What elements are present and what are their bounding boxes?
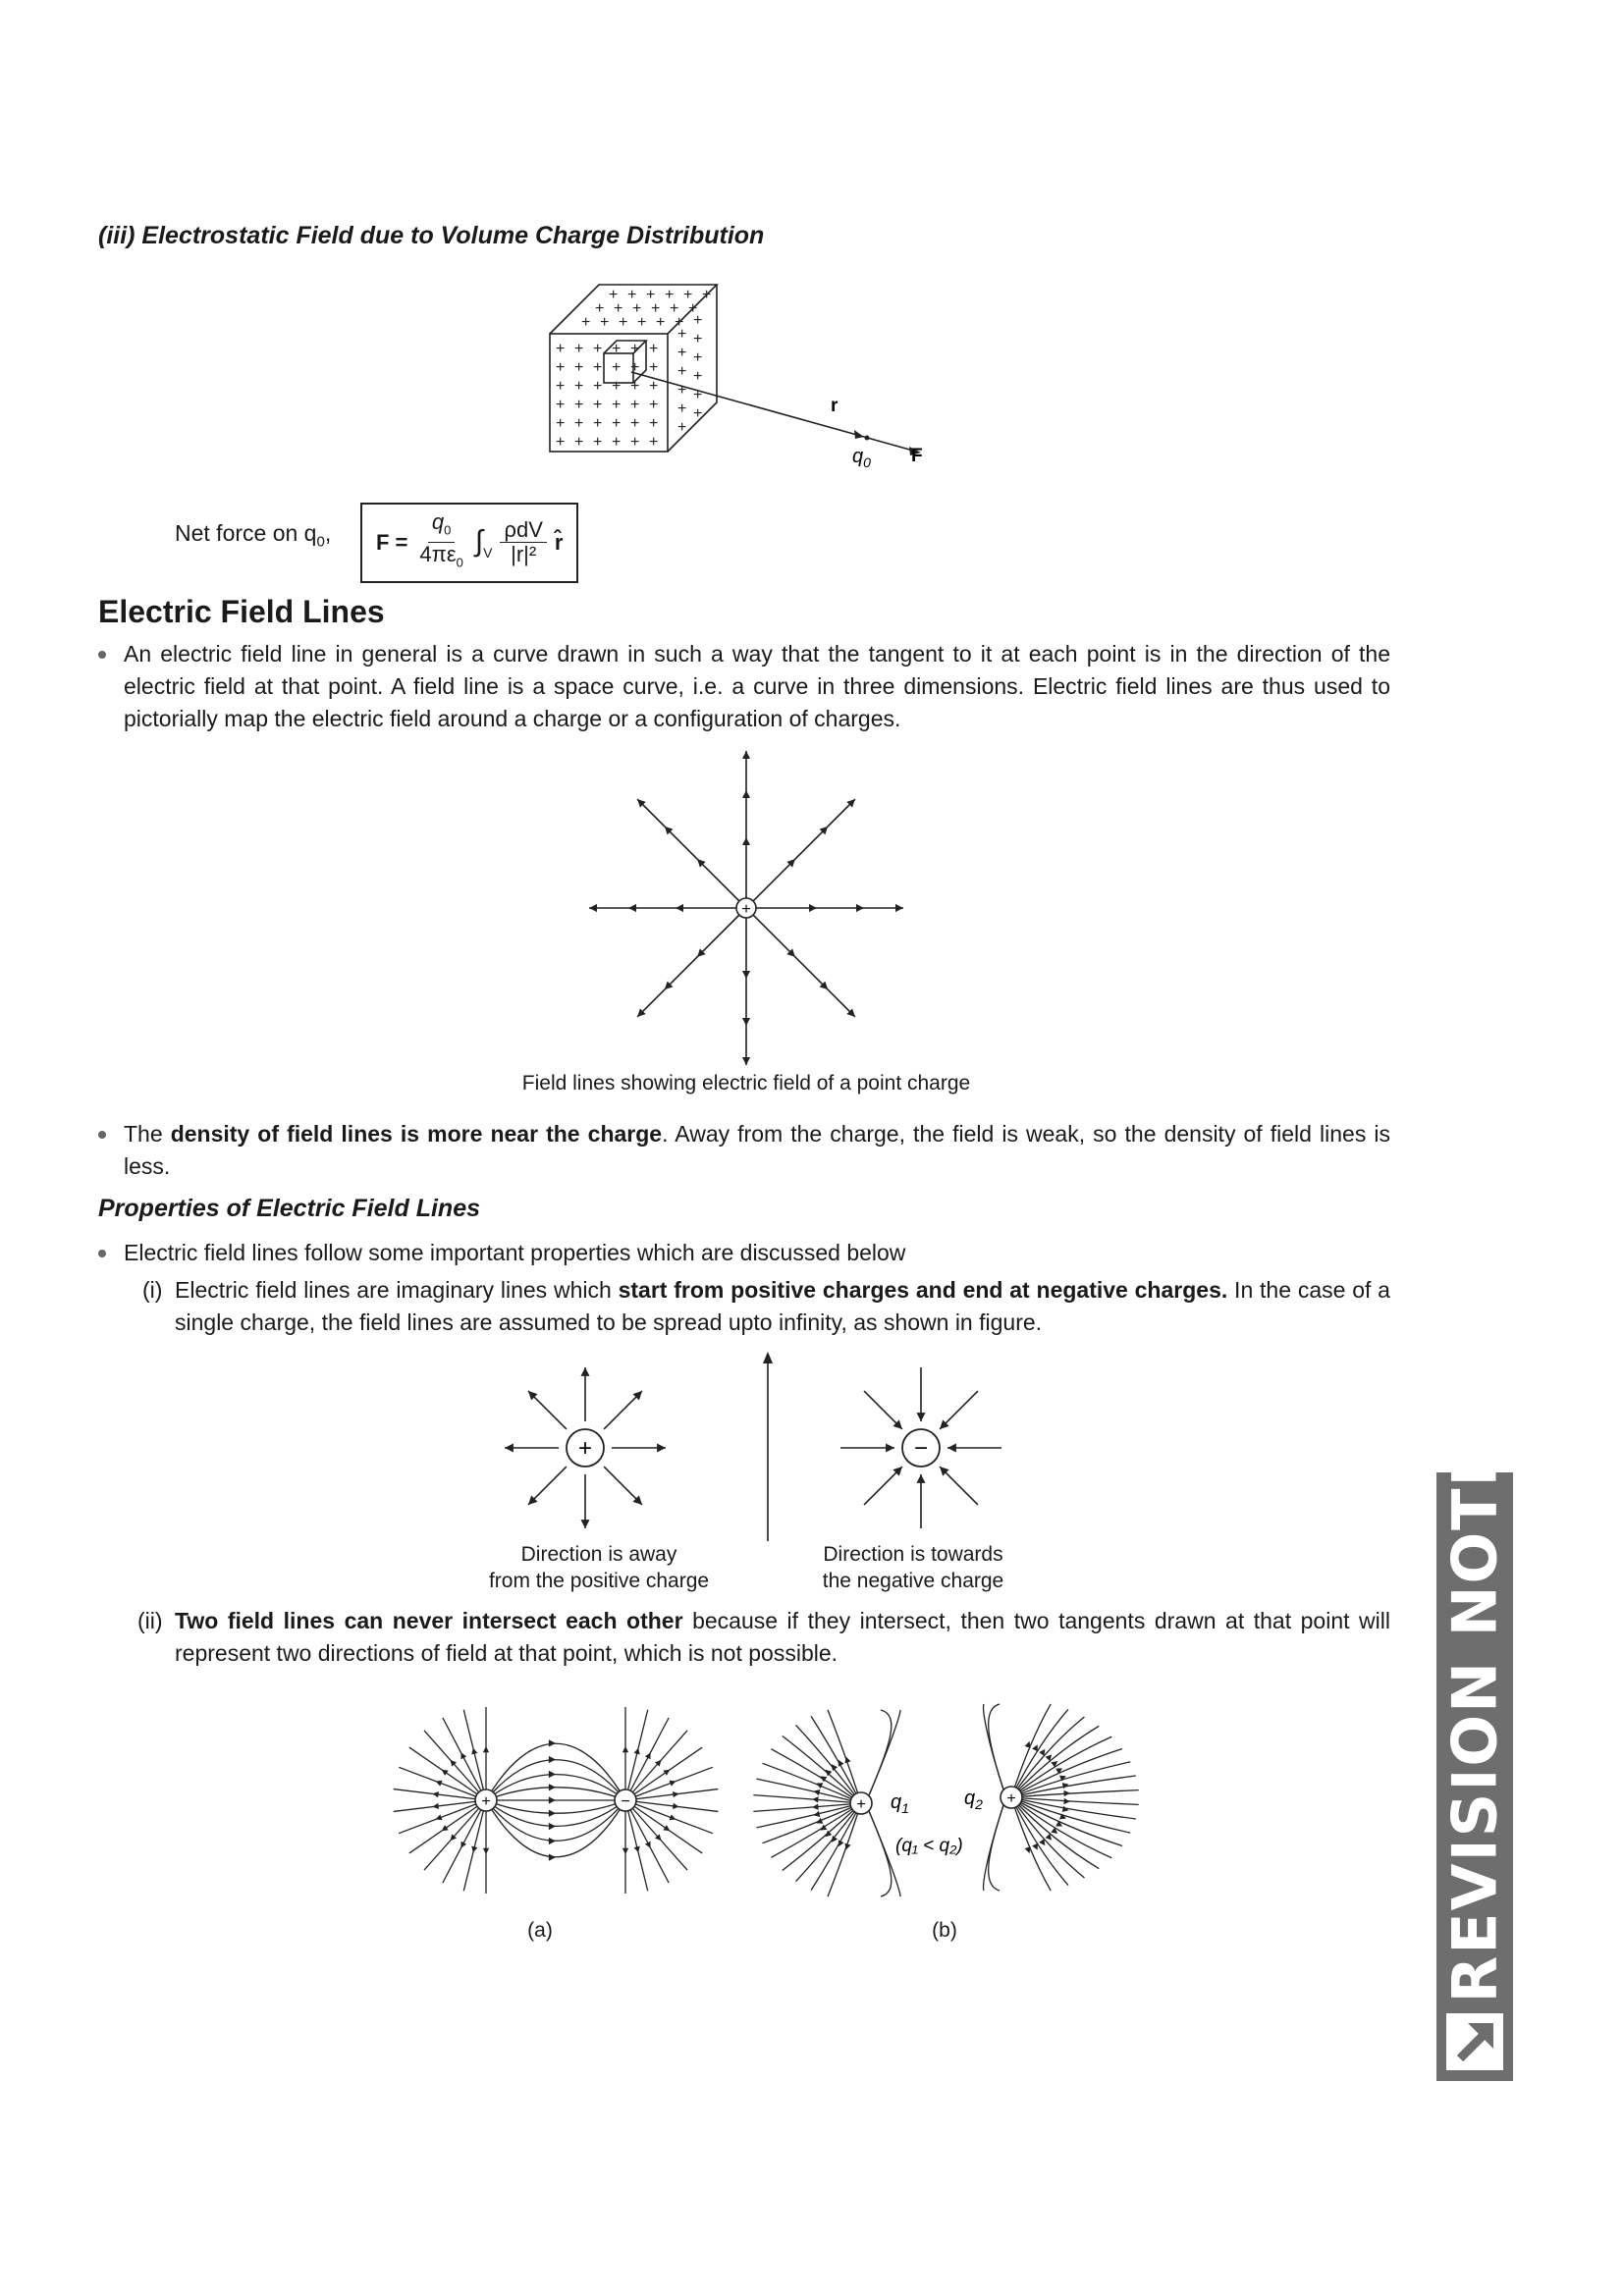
plus-charge: +	[556, 341, 566, 357]
plus-charge: +	[649, 359, 659, 376]
plus-charge: +	[595, 300, 605, 317]
revision-notes-tab	[1436, 1397, 1513, 2081]
r-label: r	[831, 396, 839, 416]
arrowhead	[742, 1018, 750, 1026]
arrowhead	[622, 1848, 628, 1854]
fig1-caption: Field lines showing electric field of a point charge	[521, 1072, 971, 1095]
plus-charge: +	[646, 287, 656, 303]
arrowhead	[895, 904, 903, 912]
bullet-dot	[98, 651, 106, 659]
arrowhead	[916, 1474, 925, 1483]
arrowhead	[483, 1746, 489, 1752]
field-line	[828, 1803, 861, 1896]
plus-charge: +	[556, 434, 566, 451]
fig3-label-b: (b)	[932, 1919, 957, 1942]
arrowhead	[1055, 1768, 1062, 1774]
plus-charge: +	[593, 341, 603, 357]
q1-charge: +	[856, 1796, 866, 1813]
plus-charge: +	[556, 415, 566, 432]
plus-charge: +	[693, 331, 703, 347]
plus-charge: +	[556, 378, 566, 395]
item1-number: (i)	[142, 1277, 163, 1303]
plus-charge: +	[630, 359, 640, 376]
plus-charge: +	[619, 314, 628, 331]
plus-charge: +	[612, 341, 622, 357]
dipole-positive: +	[481, 1793, 491, 1810]
arrowhead	[816, 1818, 823, 1824]
arrow-icon	[1440, 2007, 1509, 2076]
field-line	[746, 799, 855, 908]
field-line	[771, 1749, 861, 1803]
plus-charge: +	[632, 300, 642, 317]
efl-paragraph-1: An electric field line in general is a curve drawn in such a way that the tangent to it at each point is in the direction of the electric field at that point. A field line is a space curve, i.e. a curve in three dimensions. Electric field lines are thus used to pictorially map the electric field around a charge or a configuration of charges.	[124, 641, 1390, 731]
net-force-formula: F = $\frac{q_0}{4\pi\varepsilon_0}$ $\int_V$ $\frac{\text{ρdV}}{\text{|r|²}}$ r̂	[360, 503, 578, 583]
field-line	[984, 1704, 1003, 1789]
arrowhead	[471, 1846, 477, 1853]
arrowhead	[947, 1443, 956, 1452]
bullet-dot	[98, 1131, 106, 1139]
dipole-negative: −	[621, 1793, 630, 1810]
properties-heading: Properties of Electric Field Lines	[98, 1195, 481, 1222]
arrowhead	[505, 1443, 514, 1452]
arrowhead	[886, 1443, 894, 1452]
dipole-field-figure	[383, 1698, 1168, 1904]
arrowhead	[580, 1520, 589, 1528]
arrowhead	[634, 1748, 640, 1755]
plus-charge: +	[614, 300, 623, 317]
arrowhead	[442, 1770, 449, 1776]
plus-charge: +	[630, 341, 640, 357]
arrowhead	[549, 1838, 556, 1844]
plus-charge: +	[630, 434, 640, 451]
plus-charge: +	[630, 378, 640, 395]
arrowhead	[812, 1796, 818, 1802]
dipole-field-line	[486, 1800, 625, 1857]
arrowhead	[816, 1783, 823, 1789]
dipole-field-line	[486, 1760, 625, 1800]
field-line	[869, 1710, 900, 1795]
field-line	[637, 908, 746, 1017]
field-line	[1011, 1749, 1122, 1797]
q1-label: $q_1$	[891, 1791, 909, 1816]
plus-charge: +	[637, 314, 647, 331]
plus-charge: +	[677, 382, 687, 399]
plus-charge: +	[677, 419, 687, 436]
efl-paragraph-2: The density of field lines is more near the charge. Away from the charge, the field is weak, so the density of field lines is less.	[124, 1121, 1390, 1179]
plus-charge: +	[649, 434, 659, 451]
fig2-left-caption: Direction is away from the positive charge	[488, 1543, 710, 1592]
plus-charge: +	[693, 405, 703, 422]
arrowhead	[622, 1746, 628, 1752]
arrowhead	[657, 1443, 666, 1452]
arrowhead	[742, 971, 750, 979]
arrowhead	[742, 837, 750, 845]
arrowhead	[549, 1810, 556, 1817]
q2-label: $q_2$	[964, 1788, 983, 1812]
arrowhead	[628, 904, 636, 912]
plus-charge: +	[593, 415, 603, 432]
plus-charge: +	[656, 314, 666, 331]
plus-charge: +	[693, 349, 703, 366]
arrowhead	[1032, 1843, 1038, 1850]
dipole-field-line	[486, 1788, 625, 1800]
arrowhead	[812, 1803, 818, 1809]
plus-charge: +	[670, 300, 679, 317]
plus-charge: +	[593, 434, 603, 451]
item2-text: Two field lines can never intersect each other because if they intersect, then two tangents drawn at that point will represent two directions of field at that point, which is not possible.	[175, 1608, 1390, 1666]
field-line	[1011, 1797, 1122, 1845]
arrowhead	[549, 1739, 556, 1746]
arrowhead	[1039, 1749, 1045, 1756]
item1-text: Electric field lines are imaginary lines which start from positive charges and end at negative charges. In the case of a single charge, the field lines are assumed to be spread upto infinity, as shown in figure.	[175, 1277, 1390, 1335]
plus-charge: +	[693, 312, 703, 329]
arrowhead	[916, 1413, 925, 1421]
arrowhead	[742, 751, 750, 759]
volume-heading: (iii) Electrostatic Field due to Volume Charge Distribution	[98, 222, 765, 249]
point-charge-field-figure	[579, 746, 913, 1070]
net-force-label: Net force on $q_0$,	[175, 520, 332, 551]
arrowhead	[742, 790, 750, 798]
plus-charge: +	[609, 287, 619, 303]
arrowhead	[663, 1770, 670, 1776]
arrowhead	[1055, 1821, 1062, 1827]
plus-charge: +	[612, 415, 622, 432]
arrowhead	[1063, 1790, 1069, 1796]
plus-charge: +	[630, 415, 640, 432]
arrowhead	[549, 1771, 556, 1778]
efl-heading: Electric Field Lines	[98, 594, 385, 629]
f-label: F	[911, 446, 923, 466]
plus-charge: +	[574, 434, 584, 451]
plus-charge: +	[649, 415, 659, 432]
plus-charge: +	[593, 397, 603, 413]
arrowhead	[1063, 1798, 1069, 1804]
arrowhead	[483, 1848, 489, 1854]
q-relation: (q₁ < q₂)	[895, 1836, 963, 1856]
field-line	[828, 1710, 861, 1803]
arrowhead	[549, 1796, 556, 1803]
plus-charge: +	[675, 314, 684, 331]
arrowhead	[814, 1811, 821, 1817]
arrowhead	[814, 1789, 821, 1795]
arrowhead	[663, 1825, 670, 1831]
plus-charge: +	[649, 341, 659, 357]
field-line	[771, 1803, 861, 1857]
plus-charge: +	[556, 359, 566, 376]
plus-charge: +	[574, 341, 584, 357]
field-line	[984, 1805, 1003, 1891]
plus-charge: +	[581, 314, 591, 331]
plus-charge: +	[627, 287, 637, 303]
arrowhead	[471, 1748, 477, 1755]
plus-charge: +	[683, 287, 693, 303]
arrowhead	[549, 1823, 556, 1830]
dipole-field-line	[486, 1743, 625, 1800]
volume-charge-figure	[530, 270, 962, 476]
arrowhead	[809, 904, 817, 912]
arrowhead	[549, 1756, 556, 1763]
arrowhead	[549, 1853, 556, 1860]
plus-charge: +	[593, 359, 603, 376]
plus-charge: +	[693, 387, 703, 403]
arrowhead	[1032, 1744, 1038, 1751]
arrowhead	[442, 1825, 449, 1831]
plus-charge: +	[612, 397, 622, 413]
properties-intro: Electric field lines follow some important properties which are discussed below	[124, 1240, 906, 1265]
arrowhead	[1025, 1846, 1031, 1853]
positive-charge: +	[577, 1435, 593, 1462]
field-line	[869, 1811, 892, 1896]
q0-label: $q_0$	[852, 446, 871, 470]
plus-charge: +	[612, 378, 622, 395]
plus-charge: +	[612, 359, 622, 376]
arrowhead	[742, 1057, 750, 1065]
dipole-field-line	[486, 1800, 625, 1813]
plus-charge: +	[649, 378, 659, 395]
arrowhead	[589, 904, 597, 912]
fig2-right-caption: Direction is towards the negative charge	[822, 1543, 1004, 1592]
plus-charge: +	[665, 287, 675, 303]
field-line	[637, 799, 746, 908]
plus-charge: +	[688, 300, 698, 317]
fig3-label-a: (a)	[527, 1919, 553, 1942]
negative-charge: −	[913, 1435, 929, 1462]
q2-charge: +	[1006, 1790, 1016, 1807]
plus-charge: +	[677, 363, 687, 380]
plus-charge: +	[651, 300, 661, 317]
arrowhead	[580, 1367, 589, 1376]
arrowhead	[549, 1784, 556, 1790]
plus-charge: +	[593, 378, 603, 395]
plus-charge: +	[612, 434, 622, 451]
plus-charge: +	[630, 397, 640, 413]
plus-charge: +	[677, 400, 687, 417]
item2-number: (ii)	[137, 1608, 163, 1633]
plus-charge: +	[677, 345, 687, 361]
plus-charge: +	[693, 368, 703, 385]
arrowhead	[634, 1846, 640, 1853]
plus-charge: +	[574, 415, 584, 432]
arrowhead	[676, 904, 683, 912]
revision-notes-label: REVISION NOTES	[1438, 1397, 1511, 2003]
field-line	[795, 1803, 861, 1882]
plus-charge: +	[702, 287, 712, 303]
plus-charge: +	[649, 397, 659, 413]
arrowhead	[1025, 1741, 1031, 1748]
plus-charge: +	[574, 378, 584, 395]
field-line	[795, 1725, 861, 1803]
dipole-field-line	[486, 1800, 625, 1841]
plus-sign: +	[741, 901, 751, 918]
plus-charge: +	[600, 314, 610, 331]
plus-charge: +	[677, 326, 687, 343]
field-line	[746, 908, 855, 1017]
bullet-dot	[98, 1250, 106, 1257]
plus-charge: +	[556, 397, 566, 413]
field-line	[869, 1710, 892, 1795]
plus-charge: +	[574, 397, 584, 413]
arrowhead	[856, 904, 864, 912]
plus-charge: +	[574, 359, 584, 376]
arrowhead	[1039, 1839, 1045, 1845]
